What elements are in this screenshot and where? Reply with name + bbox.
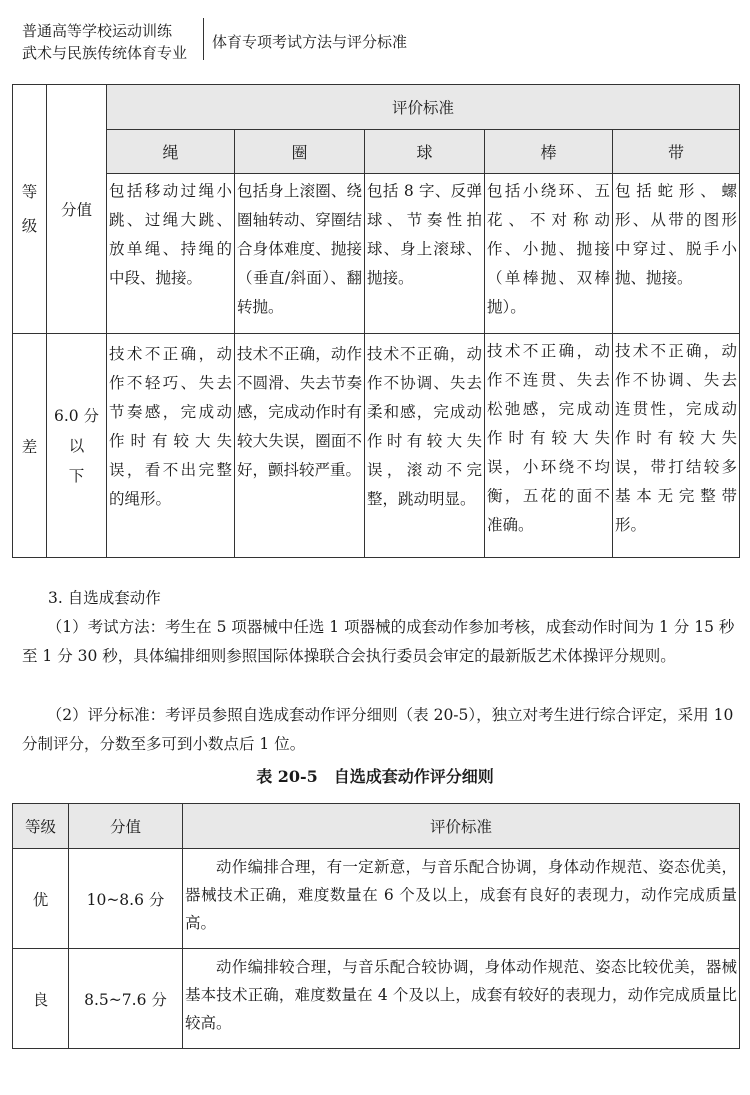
content-hoop: 包括身上滚圈、绕圈轴转动、穿圈结合身体难度、抛接（垂直/斜面）、翻转抛。 (235, 174, 365, 334)
header-right: 体育专项考试方法与评分标准 (212, 33, 408, 51)
grade-header (13, 85, 47, 334)
score-poor-line3: 下 (68, 466, 85, 485)
header-divider (203, 18, 204, 60)
apparatus-ribbon: 带 (613, 130, 740, 174)
poor-hoop: 技术不正确，动作不圆滑、失去节奏感，完成动作时有较大失误，圈面不好，颤抖较严重。 (235, 334, 365, 558)
paragraph-scoring-standard: （2）评分标准：考评员参照自选成套动作评分细则（表 20-5），独立对考生进行综合评定，采用 10 分制评分，分数至多可到小数点后 1 位。 (22, 706, 734, 753)
grade-header-char-2: 级 (21, 217, 38, 235)
score-poor-line2: 以 (68, 436, 85, 455)
paragraph-exam-method: （1）考试方法：考生在 5 项器械中任选 1 项器械的成套动作参加考核，成套动作时间为 1 分 15 秒至 1 分 30 秒，具体编排细则参照国际体操联合会执行委员会审定的最新版艺术体操评分规则。 (22, 618, 735, 665)
score-poor-line1: 6.0 分 (53, 406, 100, 425)
row-score: 10~8.6 分 (69, 849, 183, 949)
header-left (22, 20, 187, 64)
table-caption: 表 20-5 自选成套动作评分细则 (256, 767, 494, 786)
page-header (0, 0, 750, 80)
poor-ribbon: 技术不正确，动作不协调、失去连贯性，完成动作时有较大失误，带打结较多基本无完整带形。 (613, 334, 740, 558)
criteria-table-apparatus (12, 84, 740, 558)
header-grade: 等级 (13, 804, 69, 849)
apparatus-ball: 球 (365, 130, 485, 174)
apparatus-rope: 绳 (107, 130, 235, 174)
score-poor (47, 334, 107, 558)
score-header: 分值 (47, 85, 107, 334)
criteria-table-routine (12, 803, 740, 1049)
content-ball: 包括 8 字、反弹球、节奏性拍球、身上滚球、抛接。 (365, 174, 485, 334)
grade-poor: 差 (13, 334, 47, 558)
table-row (13, 849, 740, 949)
table-row (13, 949, 740, 1049)
poor-ball: 技术不正确，动作不协调、失去柔和感，完成动作时有较大失误，滚动不完整，跳动明显。 (365, 334, 485, 558)
grade-header-char-1: 等 (21, 183, 38, 201)
row-criteria: 动作编排合理，有一定新意，与音乐配合协调，身体动作规范、姿态优美，器械技术正确，难度数量在 6 个及以上，成套有良好的表现力，动作完成质量高。 (183, 849, 740, 949)
header-left-line1: 普通高等学校运动训练 (22, 22, 173, 40)
row-grade: 良 (13, 949, 69, 1049)
poor-clubs: 技术不正确，动作不连贯、失去松弛感，完成动作时有较大失误，小环绕不均衡，五花的面不准确。 (485, 334, 613, 558)
row-score: 8.5~7.6 分 (69, 949, 183, 1049)
section-heading: 3. 自选成套动作 (48, 589, 161, 607)
header-left-line2: 武术与民族传统体育专业 (22, 44, 188, 62)
header-criteria: 评价标准 (183, 804, 740, 849)
content-ribbon: 包括蛇形、螺形、从带的图形中穿过、脱手小抛、抛接。 (613, 174, 740, 334)
poor-rope: 技术不正确，动作不轻巧、失去节奏感，完成动作时有较大失误，看不出完整的绳形。 (107, 334, 235, 558)
row-grade: 优 (13, 849, 69, 949)
row-criteria: 动作编排较合理，与音乐配合较协调，身体动作规范、姿态比较优美，器械基本技术正确，难度数量在 4 个及以上，成套有较好的表现力，动作完成质量比较高。 (183, 949, 740, 1049)
content-clubs: 包括小绕环、五花、不对称动作、小抛、抛接（单棒抛、双棒抛）。 (485, 174, 613, 334)
content-rope: 包括移动过绳小跳、过绳大跳、放单绳、持绳的中段、抛接。 (107, 174, 235, 334)
apparatus-hoop: 圈 (235, 130, 365, 174)
apparatus-clubs: 棒 (485, 130, 613, 174)
header-score: 分值 (69, 804, 183, 849)
criteria-header: 评价标准 (107, 85, 740, 130)
